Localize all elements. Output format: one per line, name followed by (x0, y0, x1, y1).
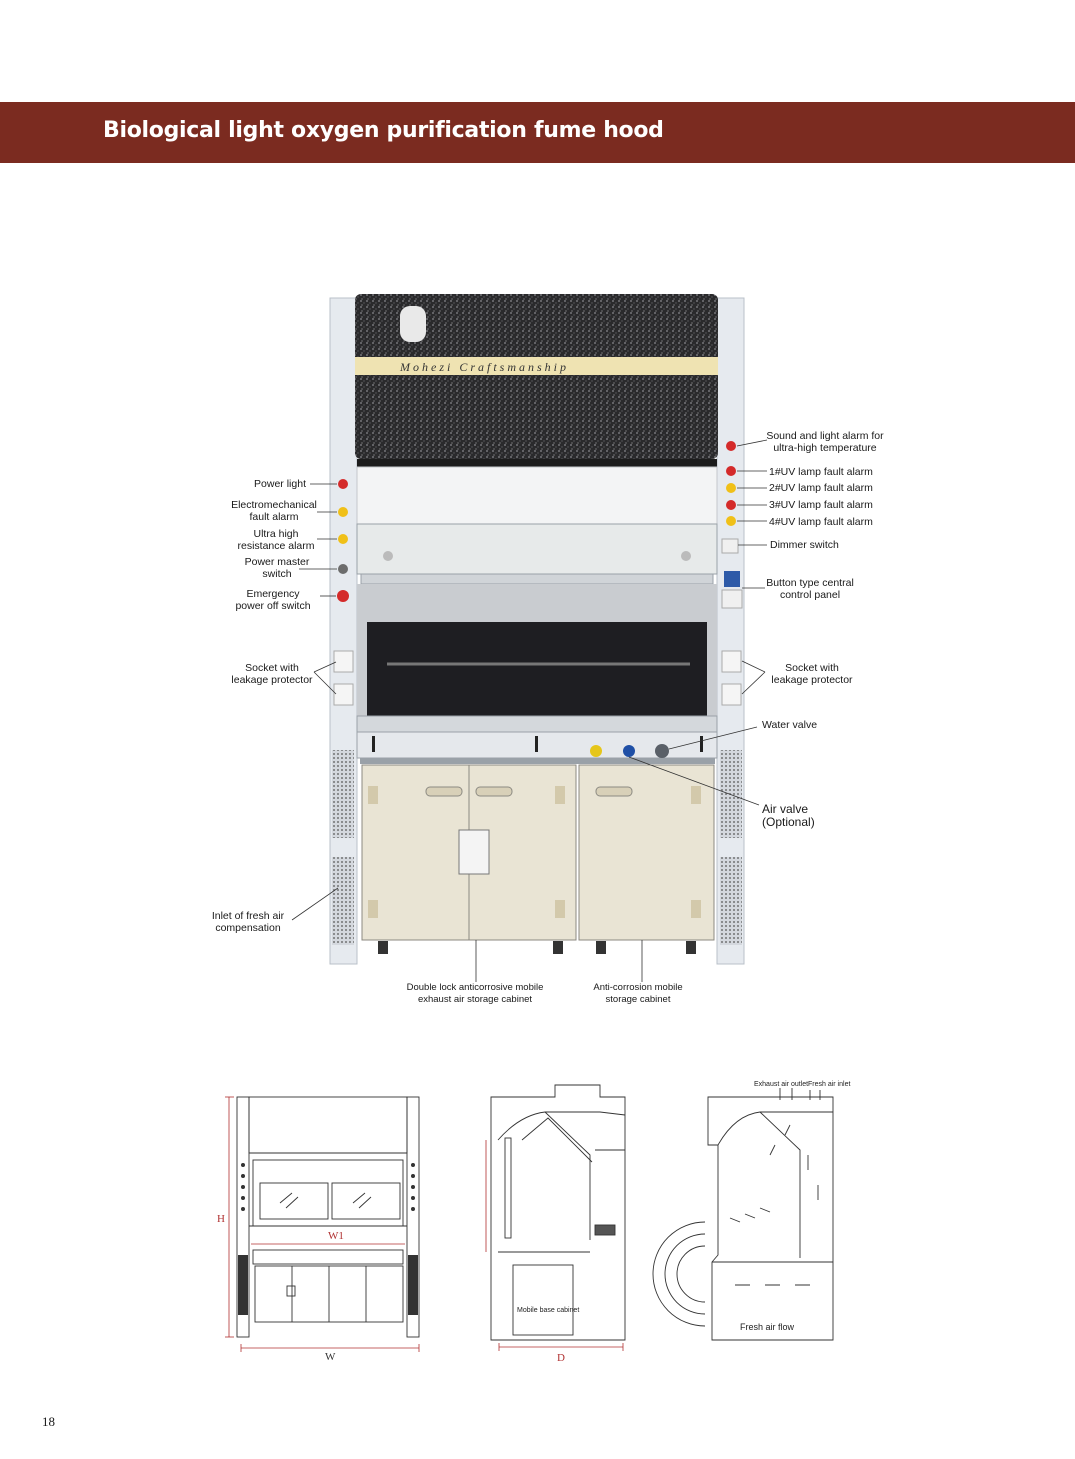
cabinet-label: Mobile base cabinet (517, 1307, 580, 1314)
callout-electromechanical: Electromechanical fault alarm (231, 499, 317, 523)
callout-socket-right: Socket with leakage protector (771, 662, 853, 686)
callout-dimmer: Dimmer switch (770, 539, 839, 551)
callout-uv4: 4#UV lamp fault alarm (769, 516, 873, 528)
callout-uv3: 3#UV lamp fault alarm (769, 499, 873, 511)
front-elevation-drawing (237, 1097, 419, 1337)
dimension-w1-label: W1 (328, 1230, 344, 1242)
callout-water-valve: Water valve (762, 719, 818, 731)
callout-power-light: Power light (254, 478, 306, 490)
airflow-diagram (653, 1088, 833, 1340)
fresh-air-flow-label: Fresh air flow (740, 1322, 795, 1332)
callout-emergency: Emergency power off switch (235, 588, 311, 612)
dimension-d-label: D (557, 1352, 565, 1364)
fresh-inlet-label: Fresh air inlet (808, 1081, 851, 1088)
exhaust-outlet-label: Exhaust air outlet (754, 1081, 809, 1088)
callout-button-panel: Button type central control panel (766, 577, 854, 601)
side-section-drawing (491, 1085, 625, 1340)
callout-fresh-air-inlet: Inlet of fresh air compensation (211, 910, 285, 934)
callout-power-master: Power master switch (244, 556, 310, 580)
dimension-h-label: H (217, 1213, 225, 1225)
callout-double-lock-cabinet: Double lock anticorrosive mobile exhaust air storage cabinet (406, 982, 544, 1005)
callout-air-valve: Air valve (Optional) (762, 802, 815, 829)
brand-strip-text: Mohezi Craftsmanship (400, 360, 570, 374)
page-title: Biological light oxygen purification fume hood (103, 118, 664, 143)
callout-anti-corrosion-cabinet: Anti-corrosion mobile storage cabinet (593, 982, 683, 1005)
callout-uv1: 1#UV lamp fault alarm (769, 466, 873, 478)
callout-uv2: 2#UV lamp fault alarm (769, 482, 873, 494)
dimension-w-label: W (325, 1351, 336, 1363)
callout-socket-left: Socket with leakage protector (231, 662, 313, 686)
callout-sound-light-alarm: Sound and light alarm for ultra-high temperature (766, 430, 884, 454)
callout-ultra-high-resistance: Ultra high resistance alarm (237, 528, 315, 552)
page-number: 18 (42, 1414, 55, 1429)
